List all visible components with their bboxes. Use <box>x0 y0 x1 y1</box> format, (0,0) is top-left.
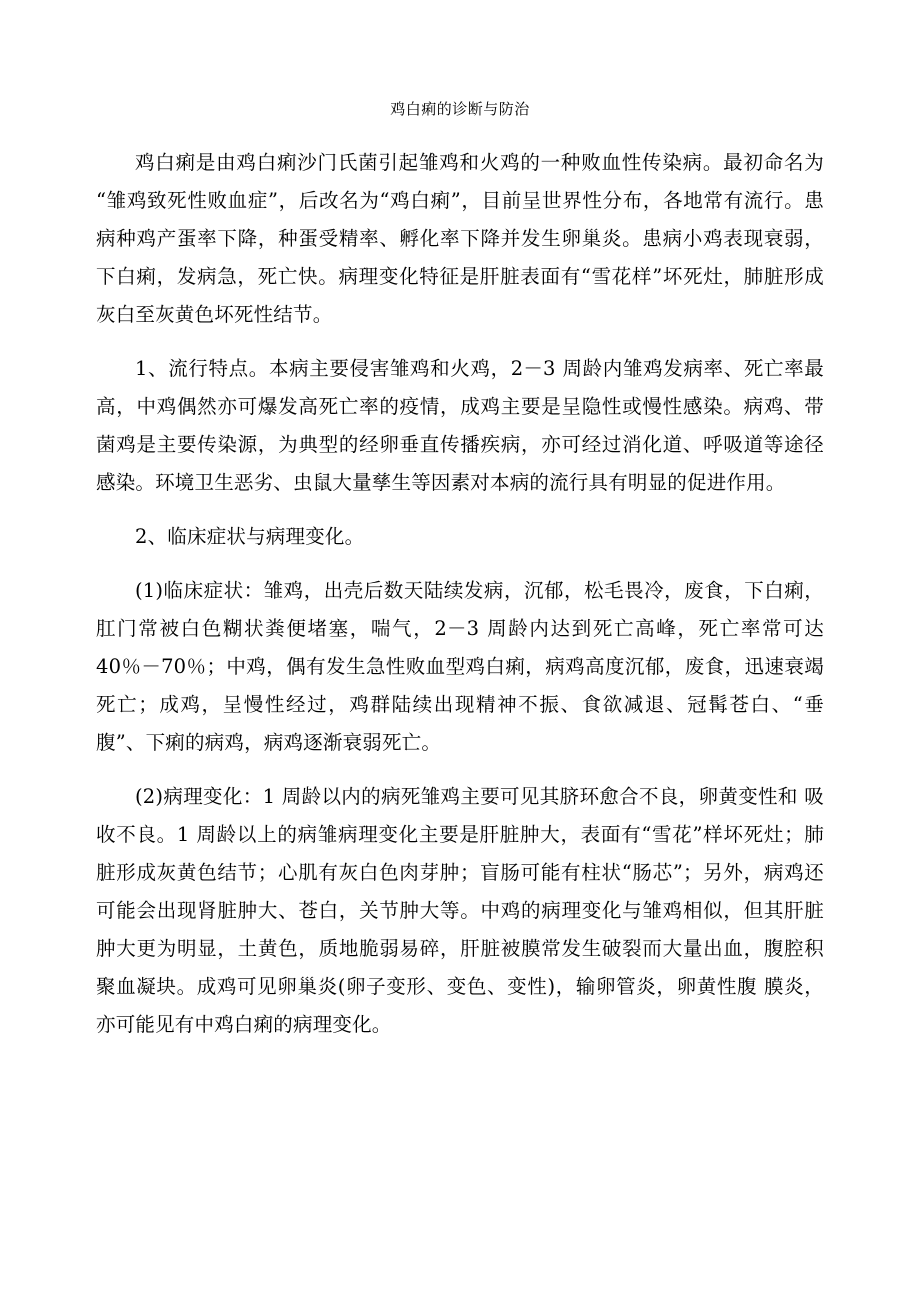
paragraph-intro: 鸡白痢是由鸡白痢沙门氏菌引起雏鸡和火鸡的一种败血性传染病。最初命名为“雏鸡致死性败血症”，后改名为“鸡白痢”，目前呈世界性分布，各地常有流行。患病种鸡产蛋率下降，种蛋受精率、孵化率下降并发生卵巢炎。患病小鸡表现衰弱，下白痢，发病急，死亡快。病理变化特征是肝脏表面有“雪花样”坏死灶，肺脏形成灰白至灰黄色坏死性结节。 <box>96 151 824 326</box>
page-title: 鸡白痢的诊断与防治 <box>390 100 530 118</box>
document-body <box>96 96 824 1044</box>
paragraph-pathological-changes: (2)病理变化：1 周龄以内的病死雏鸡主要可见其脐环愈合不良，卵黄变性和 吸收不良。1 周龄以上的病雏病理变化主要是肝脏肿大，表面有“雪花”样坏死灶；肺脏形成灰黄色结节；心肌有灰白色肉芽肿；盲肠可能有柱状“肠芯”；另外，病鸡还可能会出现肾脏肿大、苍白，关节肿大等。中鸡的病理变化与雏鸡相似，但其肝脏肿大更为明显，土黄色，质地脆弱易碎，肝脏被膜常发生破裂而大量出血，腹腔积聚血凝块。成鸡可见卵巢炎(卵子变形、变色、变性)，输卵管炎，卵黄性腹 膜炎，亦可能见有中鸡白痢的病理变化。 <box>96 785 824 1036</box>
paragraph-section-heading-clinical: 2、临床症状与病理变化。 <box>135 525 365 548</box>
paragraph-clinical-signs: (1)临床症状：雏鸡，出壳后数天陆续发病，沉郁，松毛畏冷，废食，下白痢，肛门常被白色糊状粪便堵塞，喘气，2－3 周龄内达到死亡高峰，死亡率常可达 40％－70％；中鸡，偶有发生急性败血型鸡白痢，病鸡高度沉郁，废食，迅速衰竭死亡；成鸡，呈慢性经过，鸡群陆续出现精神不振、食欲减退、冠髯苍白、“垂腹”、下痢的病鸡，病鸡逐渐衰弱死亡。 <box>96 579 824 754</box>
paragraph-epidemiology: 1、流行特点。本病主要侵害雏鸡和火鸡，2－3 周龄内雏鸡发病率、死亡率最高，中鸡偶然亦可爆发高死亡率的疫情，成鸡主要是呈隐性或慢性感染。病鸡、带菌鸡是主要传染源，为典型的经卵垂直传播疾病，亦可经过消化道、呼吸道等途径感染。环境卫生恶劣、虫鼠大量孳生等因素对本病的流行具有明显的促进作用。 <box>96 357 824 494</box>
